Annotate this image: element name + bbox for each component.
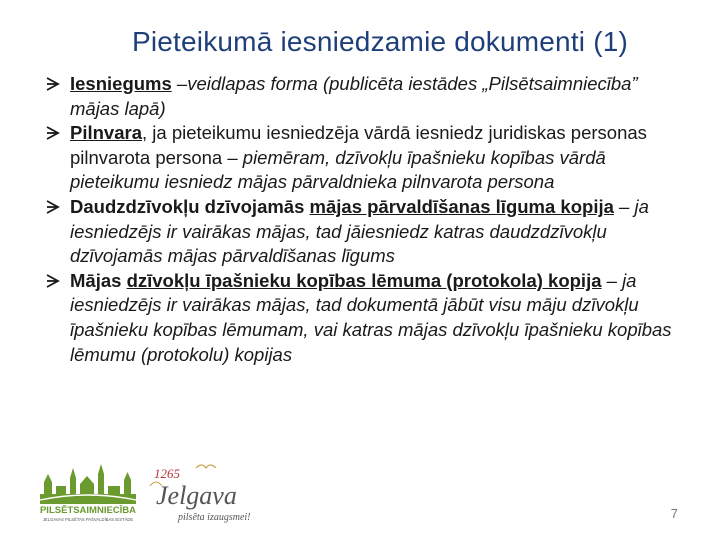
bullet-item-kopibas-lemums <box>44 269 684 367</box>
arrow-bullet-icon <box>44 195 62 219</box>
bullet-text: – ja iesniedzējs ir vairākas mājas, tad dokumentā jābūt visu māju dzīvokļu īpašnieku kopības lēmumam, vai katras mājas dzīvokļu īpašnieku kopības lēmumu (protokolu) kopijas <box>70 269 672 365</box>
top-band <box>0 0 720 10</box>
bullet-lead: Iesniegums <box>70 73 172 94</box>
bullet-item-pilnvara <box>44 121 684 195</box>
bullet-text: , ja pieteikumu iesniedzēja vārdā iesniedz juridiskas personas pilnvarota persona – <box>70 122 647 168</box>
bullet-lead: Daudzdzīvokļu dzīvojamās <box>70 195 310 217</box>
bullet-lead: Pilnvara <box>70 122 142 144</box>
jelgava-year: 1265 <box>154 466 180 481</box>
bullet-lead-underlined: mājas pārvaldīšanas līguma kopija <box>309 195 614 217</box>
page-number: 7 <box>670 506 678 521</box>
arrow-bullet-icon <box>44 72 62 96</box>
bullet-text: – ja iesniedzējs ir vairākas mājas, tad jāiesniedz katras daudzdzīvokļu dzīvojamās mājas pārvaldīšanas līgums <box>70 195 649 267</box>
jelgava-logo <box>148 460 276 526</box>
bullet-text-italic: piemēram, dzīvokļu īpašnieku kopības vārdā pieteikumu iesniedz mājas pārvaldnieka pilnvarota persona <box>70 146 606 193</box>
jelgava-motto: pilsēta izaugsmei! <box>178 512 251 523</box>
bullet-lead: Mājas <box>70 269 127 291</box>
jelgava-wordmark: Jelgava <box>156 481 237 510</box>
arrow-bullet-icon <box>44 121 62 145</box>
bullet-list <box>44 72 684 367</box>
bullet-lead-underlined: dzīvokļu īpašnieku kopības lēmuma (protokola) kopija <box>126 269 602 291</box>
bullet-text: –veidlapas forma (publicēta iestādes „Pilsētsaimniecība” mājas lapā) <box>70 73 638 119</box>
logo-subtitle: JELGAVAS PILSĒTAS PAŠVALDĪBAS IESTĀDE <box>42 517 134 522</box>
arrow-bullet-icon <box>44 269 62 293</box>
bullet-item-iesniegums <box>44 72 684 121</box>
bullet-item-parvaldisanas-ligums <box>44 195 684 269</box>
pilsetsaimnieciba-logo <box>36 460 140 524</box>
slide-title: Pieteikumā iesniedzamie dokumenti (1) <box>131 26 629 57</box>
logo-name: PILSĒTSAIMNIECĪBA <box>39 505 137 516</box>
